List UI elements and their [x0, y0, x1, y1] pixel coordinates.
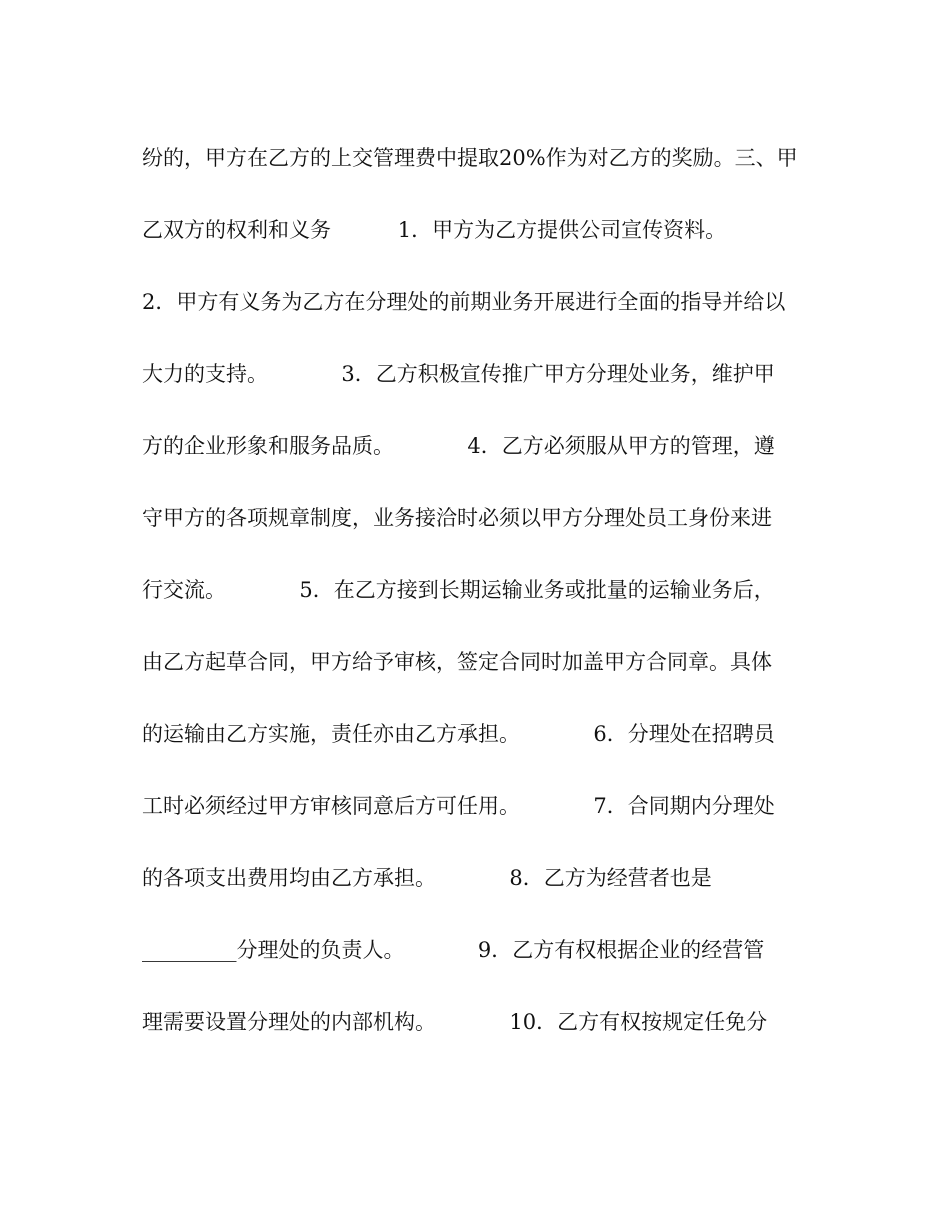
text-line: 的运输由乙方实施，责任亦由乙方承担。 6．分理处在招聘员	[142, 722, 775, 746]
text-line: 理需要设置分理处的内部机构。 10．乙方有权按规定任免分	[142, 1010, 768, 1034]
text-line: 大力的支持。 3．乙方积极宣传推广甲方分理处业务，维护甲	[142, 362, 775, 386]
text-line: 的各项支出费用均由乙方承担。 8．乙方为经营者也是	[142, 866, 712, 890]
text-line: 乙双方的权利和义务 1．甲方为乙方提供公司宣传资料。	[142, 218, 727, 242]
text-line: 2．甲方有义务为乙方在分理处的前期业务开展进行全面的指导并给以	[142, 290, 786, 314]
text-line: 由乙方起草合同，甲方给予审核，签定合同时加盖甲方合同章。具体	[142, 650, 772, 674]
text-line: 方的企业形象和服务品质。 4．乙方必须服从甲方的管理，遵	[142, 434, 775, 458]
text-line: 守甲方的各项规章制度，业务接洽时必须以甲方分理处员工身份来进	[142, 506, 772, 530]
text-line: _________分理处的负责人。 9．乙方有权根据企业的经营管	[142, 938, 765, 962]
text-line: 工时必须经过甲方审核同意后方可任用。 7．合同期内分理处	[142, 794, 775, 818]
text-line: 纷的，甲方在乙方的上交管理费中提取20%作为对乙方的奖励。三、甲	[142, 146, 798, 170]
text-line: 行交流。 5．在乙方接到长期运输业务或批量的运输业务后，	[142, 578, 775, 602]
